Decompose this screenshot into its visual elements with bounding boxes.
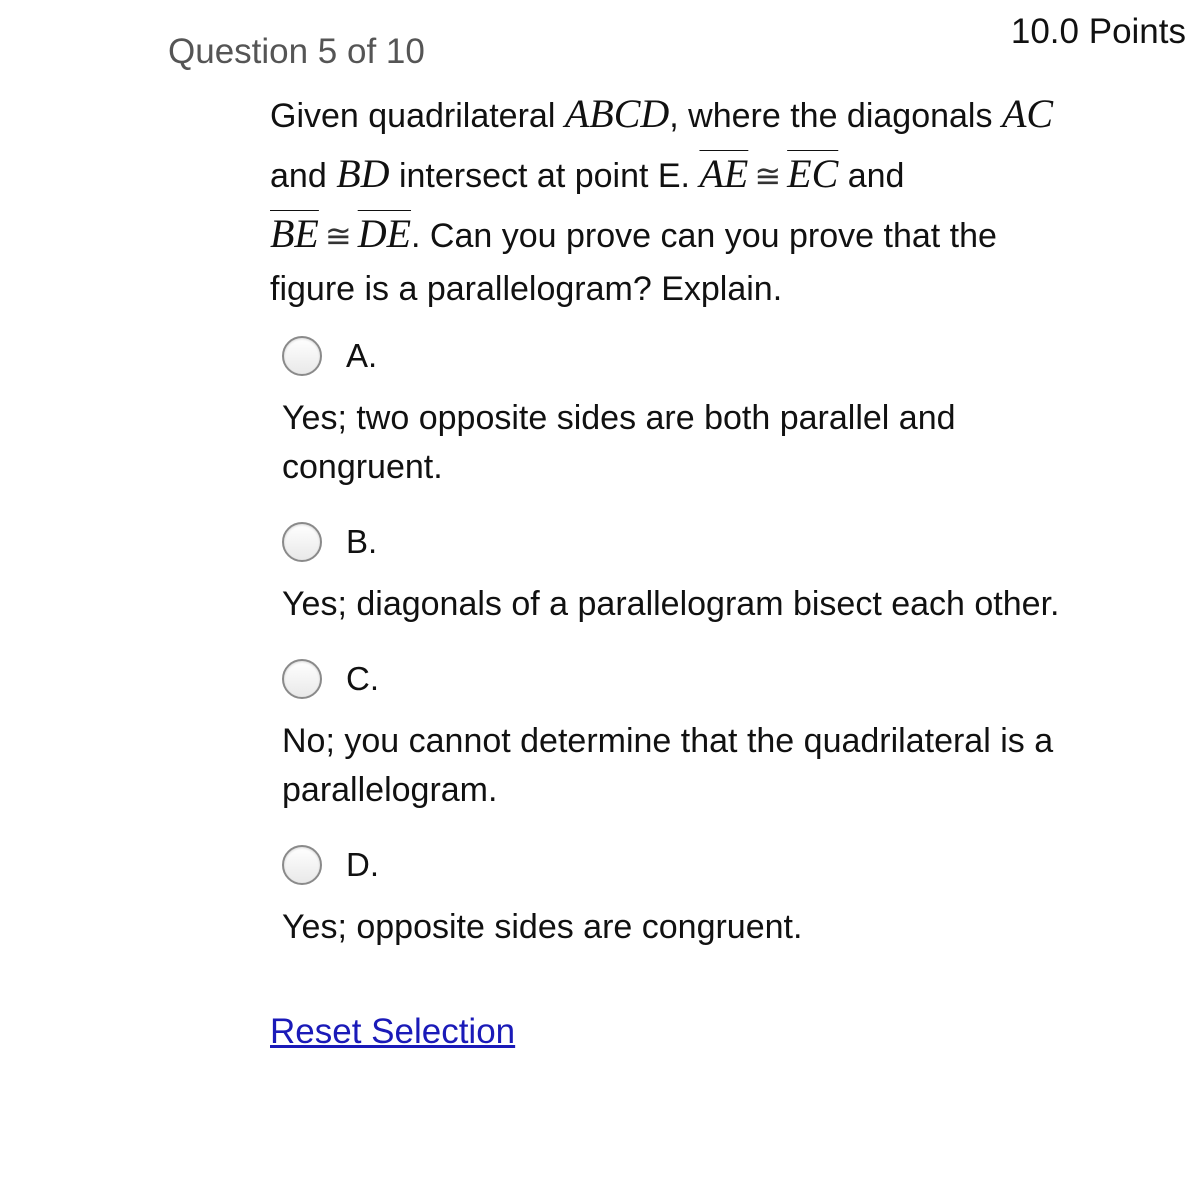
points-label: 10.0 Points bbox=[1010, 12, 1186, 51]
radio-button-d[interactable] bbox=[282, 845, 322, 885]
stem-line-4 bbox=[270, 264, 1175, 314]
option-b[interactable] bbox=[282, 516, 1162, 629]
stem-text: , where the diagonals bbox=[669, 97, 1002, 135]
stem-line-2 bbox=[270, 144, 1175, 204]
option-text: Yes; two opposite sides are both parallel and congruent. bbox=[282, 399, 956, 486]
answer-options bbox=[282, 330, 1162, 976]
reset-selection-link[interactable]: Reset Selection bbox=[270, 1012, 516, 1051]
math-segment-be: $\overline{BE}$ bbox=[270, 211, 319, 256]
option-header[interactable] bbox=[282, 516, 1162, 568]
option-d[interactable] bbox=[282, 839, 1162, 952]
math-segment-de: $\overline{DE}$ bbox=[357, 211, 412, 256]
option-header[interactable] bbox=[282, 839, 1162, 891]
option-header[interactable] bbox=[282, 330, 1162, 382]
stem-text: Given quadrilateral bbox=[270, 97, 565, 135]
question-stem bbox=[270, 84, 1175, 314]
option-a[interactable] bbox=[282, 330, 1162, 492]
option-letter: C. bbox=[346, 660, 379, 697]
option-letter: D. bbox=[346, 846, 379, 883]
radio-button-b[interactable] bbox=[282, 522, 322, 562]
congruent-symbol: ≅ bbox=[324, 217, 352, 255]
stem-text: and bbox=[270, 157, 337, 195]
option-text: Yes; opposite sides are congruent. bbox=[282, 908, 803, 946]
radio-button-a[interactable] bbox=[282, 336, 322, 376]
congruent-symbol: ≅ bbox=[754, 157, 782, 195]
stem-line-1 bbox=[270, 84, 1175, 144]
math-quadrilateral: ABCD bbox=[564, 91, 670, 136]
stem-text: intersect at point E. bbox=[389, 157, 700, 195]
option-text: Yes; diagonals of a parallelogram bisect each other. bbox=[282, 585, 1060, 623]
radio-button-c[interactable] bbox=[282, 659, 322, 699]
option-letter: B. bbox=[346, 523, 378, 560]
stem-text: figure is a parallelogram? Explain. bbox=[270, 270, 783, 308]
option-header[interactable] bbox=[282, 653, 1162, 705]
option-text: No; you cannot determine that the quadrilateral is a parallelogram. bbox=[282, 722, 1054, 809]
option-letter: A. bbox=[346, 337, 378, 374]
math-diagonal-bd: BD bbox=[336, 151, 390, 196]
math-diagonal-ac: AC bbox=[1001, 91, 1054, 136]
math-segment-ae: $\overline{AE}$ bbox=[699, 151, 749, 196]
stem-line-3 bbox=[270, 204, 1175, 264]
option-c[interactable] bbox=[282, 653, 1162, 815]
stem-text: and bbox=[838, 157, 905, 195]
stem-text: . Can you prove can you prove that the bbox=[411, 217, 997, 255]
question-number: Question 5 of 10 bbox=[168, 32, 425, 71]
math-segment-ec: $\overline{EC}$ bbox=[787, 151, 839, 196]
